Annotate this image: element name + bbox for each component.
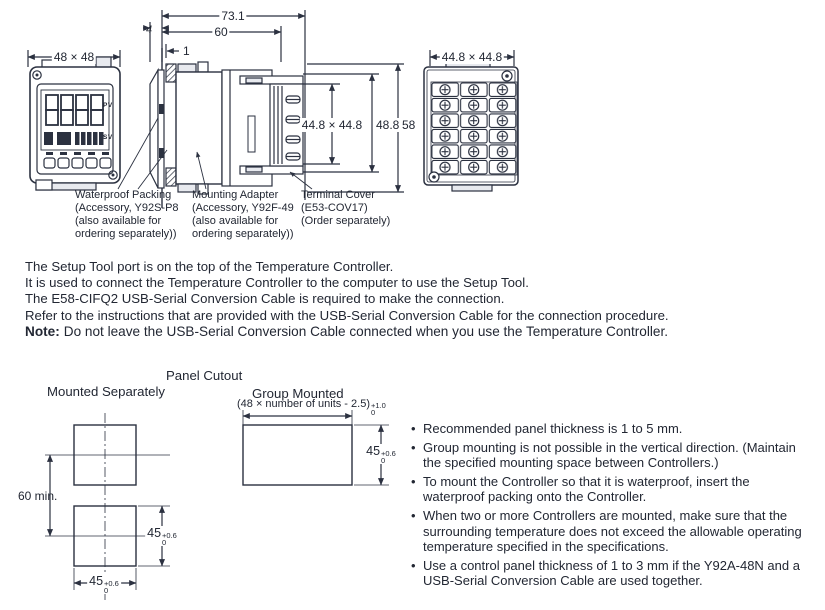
dim-label-group-height — [364, 444, 398, 464]
panel-cutout-title: Panel Cutout — [166, 368, 243, 383]
caption-line: (Order separately) — [301, 214, 391, 227]
pv-label: PV — [103, 102, 113, 109]
note-text: Do not leave the USB-Serial Conversion Cable connected when you use the Temperature Controller. — [63, 323, 669, 339]
caption-line: Waterproof Packing — [75, 189, 172, 201]
mounting-adapter — [176, 72, 222, 184]
side-bezel — [150, 70, 158, 188]
dim-tolerance-lower: 0 — [381, 456, 386, 465]
dim-value: (48 × number of units - 2.5) — [237, 398, 370, 410]
list-item-text: Recommended panel thickness is 1 to 5 mm. — [423, 421, 683, 436]
cutout-rect-group — [243, 425, 352, 485]
waterproof-packing-bottom — [166, 168, 176, 186]
dim-tolerance-lower: 0 — [104, 586, 109, 595]
dim-label-60min: 60 min. — [18, 489, 58, 503]
dim-tolerance-upper: +1.0 — [370, 401, 386, 410]
note-label: Note: — [25, 323, 60, 339]
dim-label-side-58: 58 — [402, 118, 416, 132]
dim-label-side-731: 73.1 — [221, 9, 245, 23]
dim-label-back-width: 44.8 × 44.8 — [441, 50, 503, 64]
list-item — [411, 508, 814, 555]
bullet-icon: • — [411, 421, 416, 436]
list-item — [411, 440, 814, 471]
dim-label-side-60: 60 — [214, 25, 228, 39]
caption-line: ordering separately)) — [192, 227, 294, 240]
group-mounted-label: Group Mounted — [252, 386, 344, 401]
list-item-text: When two or more Controllers are mounted, make sure that the surrounding temperature does not exceed the allowable operating temperature specified in the specifications. — [423, 507, 802, 555]
back-view-drawing — [424, 50, 518, 191]
terminal-grid — [431, 82, 517, 175]
caption-line: (also available for — [75, 214, 162, 227]
dim-label-side-4: 4 — [146, 24, 153, 36]
dim-tolerance-upper: +0.6 — [104, 579, 119, 588]
caption-line: (E53-COV17) — [301, 201, 368, 214]
bullet-icon: • — [411, 473, 416, 489]
paragraph: The E58-CIFQ2 USB-Serial Conversion Cable is required to make the connection. — [25, 291, 505, 307]
bullet-icon: • — [411, 507, 416, 523]
caption-mounting-adapter — [192, 189, 294, 241]
caption-line: Mounting Adapter — [192, 189, 279, 201]
list-item — [411, 558, 814, 589]
sv-label: SV — [103, 134, 113, 141]
caption-terminal-cover — [301, 189, 390, 228]
list-item-text: Group mounting is not possible in the vertical direction. (Maintain the specified mounting space between Controllers.) — [423, 439, 796, 471]
caption-line: (Accessory, Y92F-49 — [192, 201, 294, 214]
bullet-icon: • — [411, 439, 416, 455]
caption-line: ordering separately)) — [75, 227, 177, 240]
waterproof-packing-top — [166, 64, 176, 82]
caption-line: Terminal Cover — [301, 189, 375, 201]
dim-value: 45 — [89, 574, 104, 588]
mounting-notes-list — [411, 421, 814, 592]
list-item — [411, 421, 814, 437]
list-item — [411, 474, 814, 505]
back-bottom-tab — [452, 185, 492, 191]
dim-label-side-448: 44.8 × 44.8 — [301, 118, 363, 132]
front-view-drawing — [28, 50, 120, 190]
mounted-separately-label: Mounted Separately — [47, 384, 166, 399]
dim-label-cutout-height — [145, 526, 179, 546]
paragraph: Refer to the instructions that are provided with the USB-Serial Conversion Cable for the connection procedure. — [25, 307, 669, 323]
list-item-text: To mount the Controller so that it is waterproof, insert the waterproof packing onto the Controller. — [423, 473, 750, 505]
dim-tolerance-upper: +0.6 — [162, 531, 177, 540]
dim-tolerance-upper: +0.6 — [381, 449, 396, 458]
dim-value: 45 — [366, 444, 381, 458]
caption-line: (also available for — [192, 214, 279, 227]
note-paragraph — [25, 324, 669, 341]
mounted-separately-drawing — [45, 413, 170, 600]
paragraph: The Setup Tool port is on the top of the Temperature Controller. — [25, 259, 394, 274]
list-item-text: Use a control panel thickness of 1 to 3 mm if the Y92A-48N and a USB-Serial Conversion Cable are used together. — [423, 557, 800, 589]
side-view-drawing — [143, 10, 404, 208]
setup-tool-paragraphs — [25, 259, 669, 340]
dim-label-group-width — [237, 398, 386, 416]
paragraph: It is used to connect the Temperature Controller to the computer to use the Setup Tool. — [25, 275, 529, 291]
dim-label-front-width: 48 × 48 — [53, 50, 95, 64]
dim-value: 45 — [147, 526, 162, 540]
dim-label-side-1: 1 — [183, 44, 190, 58]
dim-tolerance-lower: 0 — [162, 538, 167, 547]
dim-label-cutout-width — [87, 574, 121, 594]
dim-tolerance-lower: 0 — [370, 408, 376, 417]
caption-line: (Accessory, Y92S-P8 — [75, 201, 179, 214]
caption-waterproof-packing — [75, 189, 179, 241]
bullet-icon: • — [411, 557, 416, 573]
dim-label-side-488: 48.8 — [376, 118, 400, 132]
